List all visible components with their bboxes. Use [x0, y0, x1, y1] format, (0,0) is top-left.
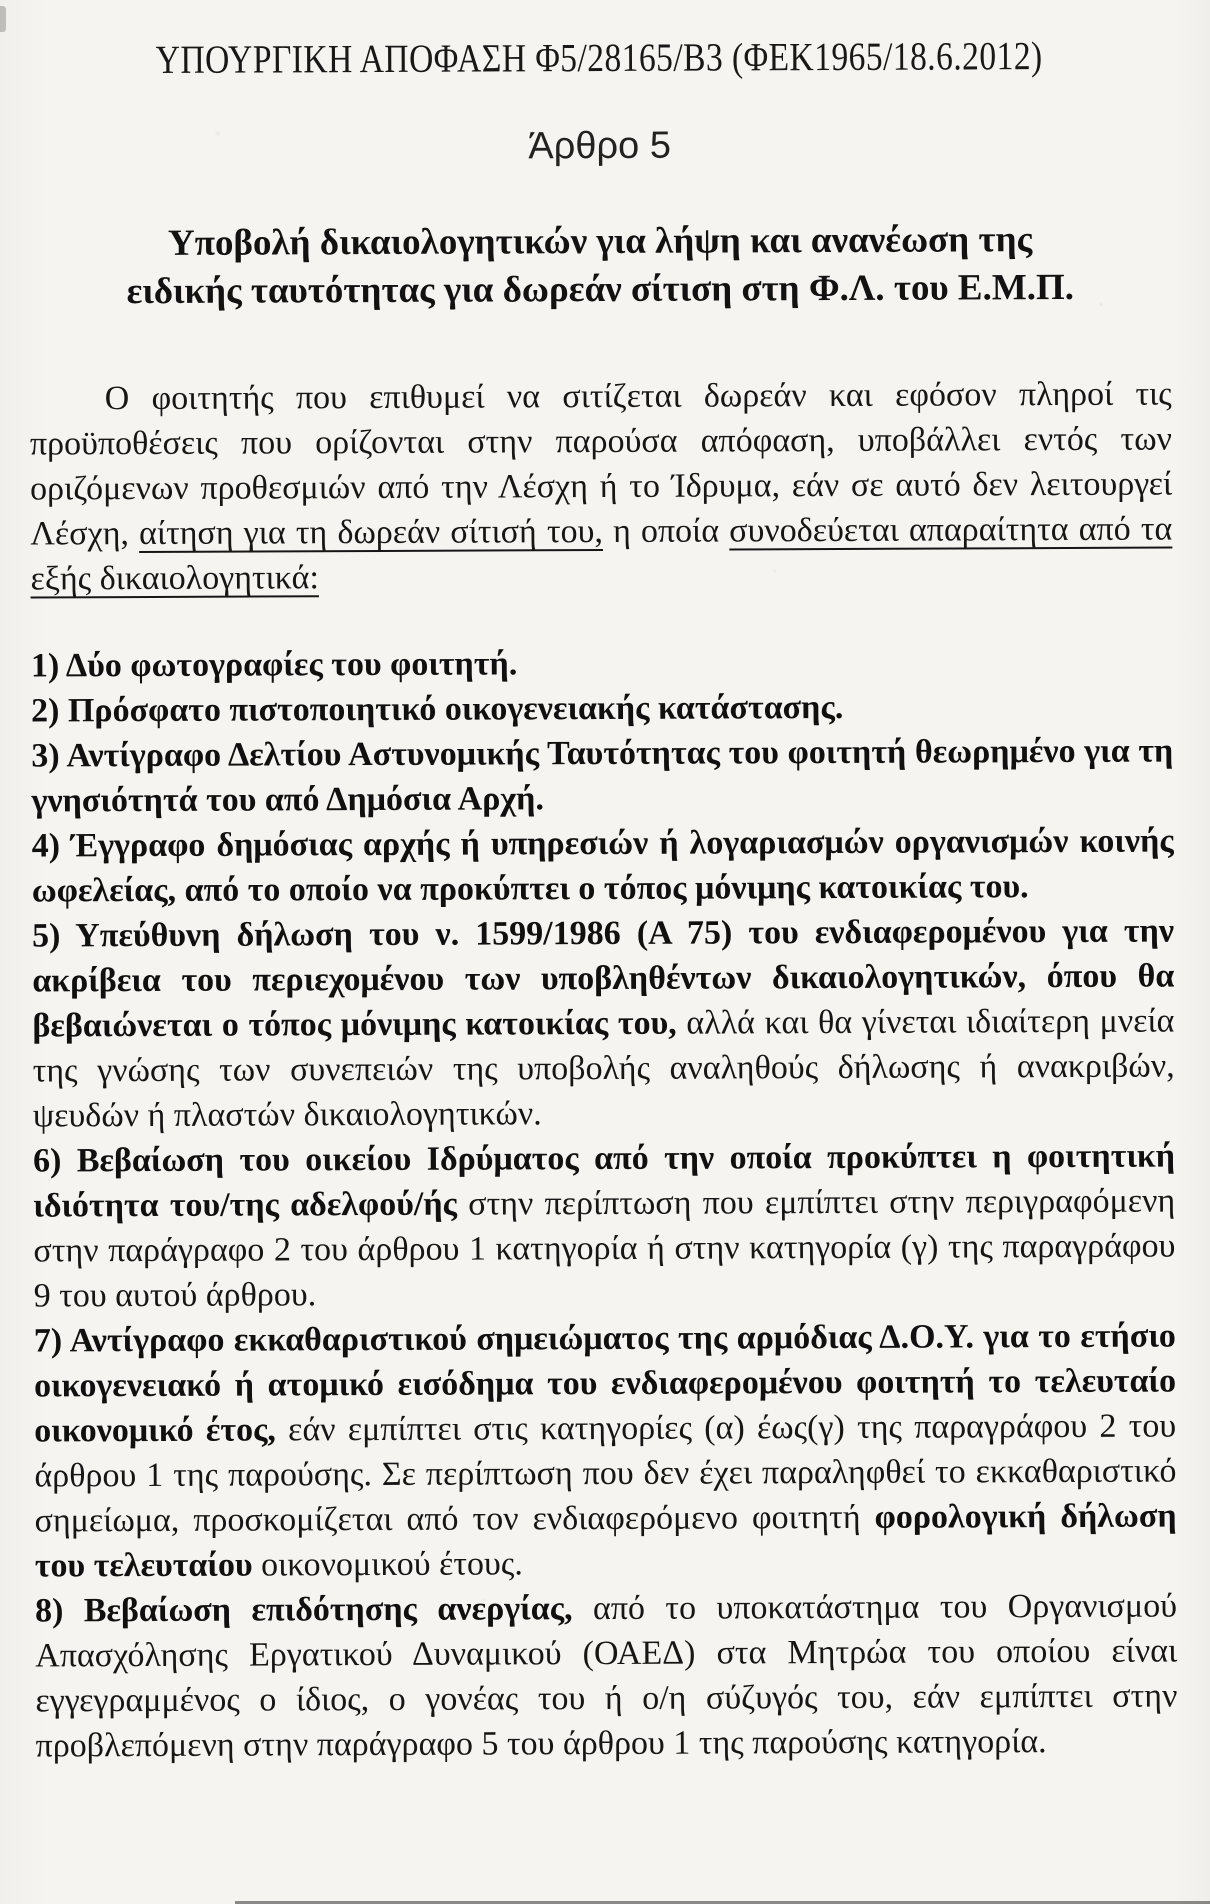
text-segment-regular: αλλά και θα γίνεται ιδιαίτερη μνεία της γνώσης των συνεπειών της υποβολής αναληθούς δήλωσης ή ανακριβών, ψευδών ή πλαστών δικαιολογητικών. — [32, 1002, 1175, 1135]
article-number: Άρθρο 5 — [528, 124, 672, 168]
text-segment-regular: από το υποκατάστημα του Οργανισμού Απασχόλησης Εργατικού Δυναμικού (ΟΑΕΔ) στα Μητρώα του οποίου είναι εγγεγραμμένος ο ίδιος, ο γονέας του ή ο/η σύζυγός του, εάν εμπίπτει στην προβλεπόμενη στην παράγραφο 5 του άρθρου 1 της παρούσης κατηγορία. — [35, 1587, 1178, 1765]
text-segment-regular: στην περίπτωση που εμπίπτει στην περιγραφόμενη στην παράγραφο 2 του άρθρου 1 κατηγορία ή στην κατηγορία (γ) της παραγράφου 9 του αυτού άρθρου. — [33, 1182, 1176, 1315]
text-segment-bold: 4) Έγγραφο δημόσιας αρχής ή υπηρεσιών ή λογαριασμών οργανισμών κοινής ωφελείας, από το οποίο να προκύπτει ο τόπος μόνιμης κατοικίας του. — [31, 822, 1174, 910]
requirements-list — [31, 639, 1178, 1769]
list-item — [31, 639, 1173, 689]
document-title — [28, 32, 1170, 84]
list-item — [35, 1584, 1178, 1769]
text-segment-bold: 7) Αντίγραφο εκκαθαριστικού σημειώματος της αρμόδιας Δ.Ο.Υ. για το ετήσιο οικογενειακό ή ατομικό εισόδημα του ενδιαφερομένου φοιτητή το τελευταίο οικονομικό έτος, — [33, 1317, 1177, 1450]
text-segment-bold: 6) Βεβαίωση του οικείου Ιδρύματος από την οποία προκύπτει η φοιτητική ιδιότητα του/της αδελφού/ής — [32, 1137, 1176, 1225]
text-segment-regular: εάν εμπίπτει στις κατηγορίες (α) έως(γ) της παραγράφου 2 του άρθρου 1 της παρούσης. Σε περίπτωση που δεν έχει παραληφθεί το εκκαθαριστικό σημείωμα, προσκομίζεται από τον ενδιαφερόμενο φοιτητή — [34, 1407, 1177, 1540]
list-item — [34, 1314, 1177, 1589]
text-segment-regular: η οποία — [602, 512, 730, 551]
list-item — [32, 909, 1175, 1139]
text-segment-regular: οικονομικού έτους. — [252, 1545, 523, 1584]
text-segment-underline: αίτηση για τη δωρεάν σίτισή του, — [139, 513, 603, 553]
list-item — [31, 729, 1173, 824]
list-item — [32, 819, 1174, 914]
section-heading — [29, 216, 1171, 317]
text-segment-regular: Ο φοιτητής που επιθυμεί να σιτίζεται δωρεάν και εφόσον πληροί τις προϋποθέσεις που ορίζονται στην παρούσα απόφαση, υποβάλλει εντός των οριζόμενων προθεσμιών από την Λέσχη ή το Ίδρυμα, εάν σε αυτό δεν λειτουργεί Λέσχη, — [29, 375, 1173, 553]
text-segment-underline: συνοδεύεται απαραίτητα από τα εξής δικαιολογητικά: — [30, 510, 1173, 598]
text-segment-bold: 8) Βεβαίωση επιδότησης ανεργίας, — [34, 1590, 573, 1630]
text-segment-bold: φορολογική δήλωση του τελευταίου — [34, 1497, 1177, 1585]
list-item — [33, 1134, 1176, 1319]
section-heading-line-2: ειδικής ταυτότητας για δωρεάν σίτιση στη Φ.Λ. του Ε.Μ.Π. — [126, 266, 1075, 313]
list-item — [31, 684, 1173, 734]
text-segment-bold: 5) Υπεύθυνη δήλωση του ν. 1599/1986 (Α 75) του ενδιαφερομένου για την ακρίβεια του περιεχομένου των υποβληθέντων δικαιολογητικών, όπου θα βεβαιώνεται ο τόπος μόνιμης κατοικίας του, — [31, 912, 1175, 1045]
text-segment-bold: 2) Πρόσφατο πιστοποιητικό οικογενειακής κατάστασης. — [31, 688, 844, 730]
text-segment-bold: 3) Αντίγραφο Δελτίου Αστυνομικής Ταυτότητας του φοιτητή θεωρημένο για τη γνησιότητά του από Δημόσια Αρχή. — [31, 732, 1174, 820]
document-title-text: ΥΠΟΥΡΓΙΚΗ ΑΠΟΦΑΣΗ Φ5/28165/Β3 (ΦΕΚ1965/18.6.2012) — [155, 33, 1043, 82]
text-segment-bold: 1) Δύο φωτογραφίες του φοιτητή. — [30, 645, 518, 685]
intro-paragraph — [30, 372, 1173, 602]
section-heading-line-1: Υποβολή δικαιολογητικών για λήψη και ανανέωση της — [167, 219, 1033, 264]
